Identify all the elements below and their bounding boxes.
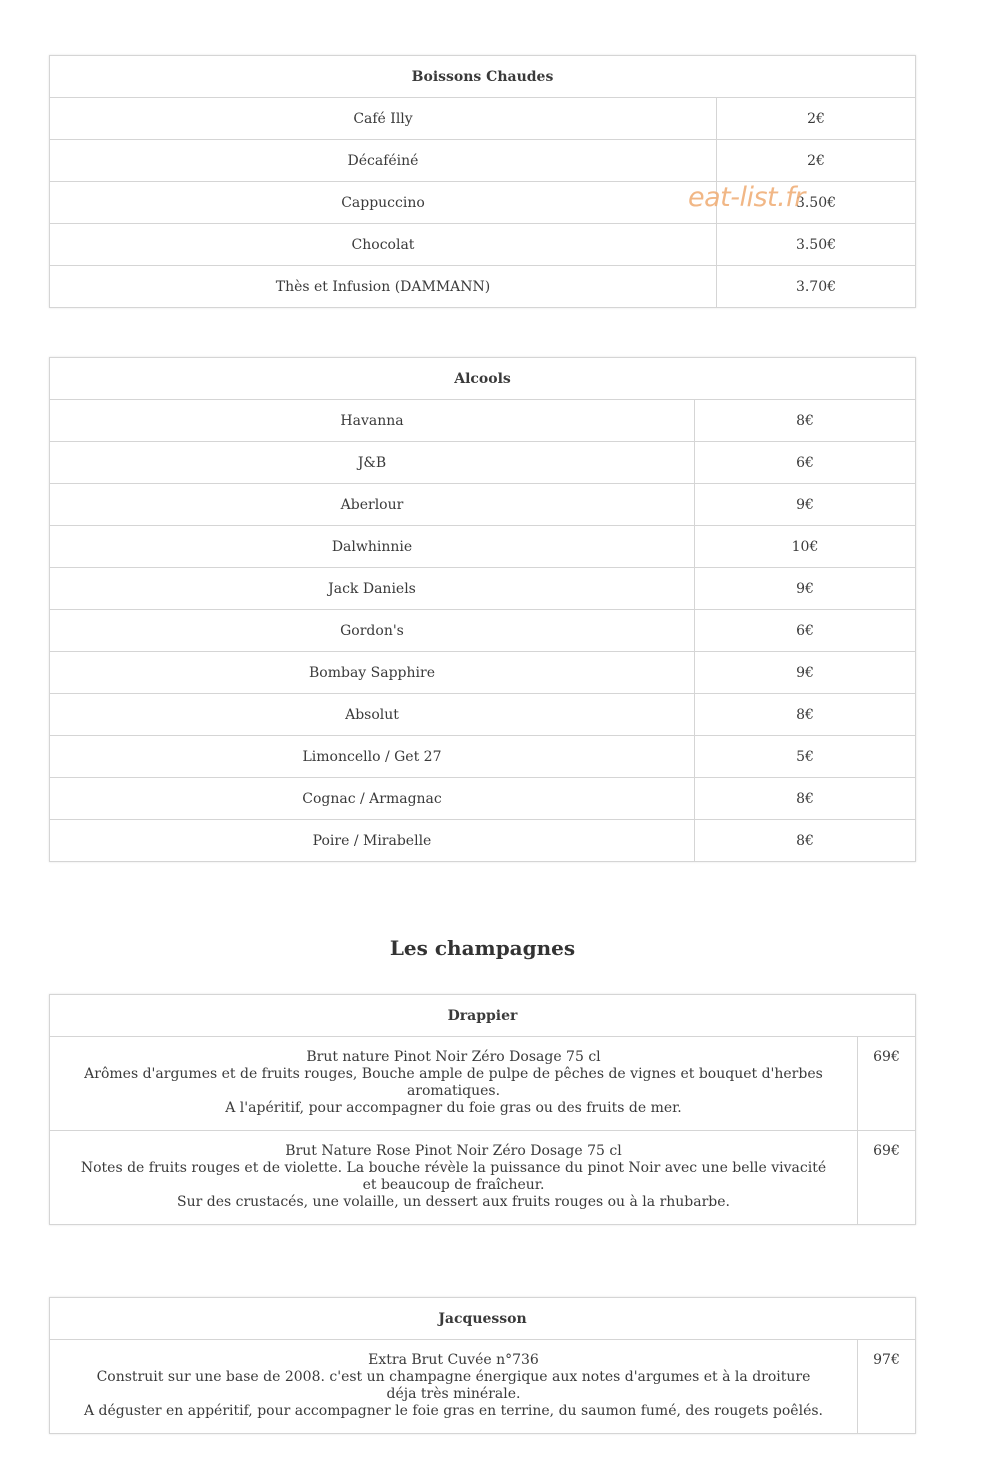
item-name: Extra Brut Cuvée n°736 [368,1352,539,1368]
table-row [50,652,916,694]
drappier-title: Drappier [50,995,916,1037]
item-price: 9€ [695,568,916,610]
item-name: Cognac / Armagnac [50,778,695,820]
item-name: Brut Nature Rose Pinot Noir Zéro Dosage 75 cl [285,1143,622,1159]
table-row [50,694,916,736]
item-notes: Construit sur une base de 2008. c'est un champagne énergique aux notes d'argumes et à la droiture déja très minérale. [96,1369,811,1402]
item-name: Dalwhinnie [50,526,695,568]
item-price: 3.50€ [717,182,916,224]
table-row [50,224,916,266]
item-price: 10€ [695,526,916,568]
table-row [50,736,916,778]
table-row [50,140,916,182]
watermark: eat-list.fr [688,182,805,213]
item-pairing: A déguster en appéritif, pour accompagner le foie gras en terrine, du saumon fumé, des rougets poêlés. [84,1403,823,1419]
item-price: 3.50€ [717,224,916,266]
item-price: 3.70€ [717,266,916,308]
boissons-chaudes-title: Boissons Chaudes [50,56,916,98]
item-price: 6€ [695,442,916,484]
item-price: 69€ [858,1131,916,1225]
item-price: 6€ [695,610,916,652]
item-name: Havanna [50,400,695,442]
item-name: Cappuccino [50,182,717,224]
table-row [50,1131,916,1225]
item-price: 8€ [695,820,916,862]
item-price: 8€ [695,400,916,442]
table-row [50,484,916,526]
item-price: 97€ [858,1340,916,1434]
table-row [50,442,916,484]
item-price: 2€ [717,98,916,140]
item-name: Absolut [50,694,695,736]
item-price: 8€ [695,778,916,820]
drappier-table [49,994,916,1225]
item-price: 8€ [695,694,916,736]
table-row [50,568,916,610]
item-description [50,1340,858,1434]
item-description [50,1131,858,1225]
item-name: Bombay Sapphire [50,652,695,694]
item-name: Poire / Mirabelle [50,820,695,862]
table-row [50,526,916,568]
item-price: 2€ [717,140,916,182]
table-row [50,98,916,140]
item-name: Brut nature Pinot Noir Zéro Dosage 75 cl [306,1049,601,1065]
jacquesson-title: Jacquesson [50,1298,916,1340]
table-row [50,1340,916,1434]
item-name: Thès et Infusion (DAMMANN) [50,266,717,308]
table-row [50,778,916,820]
item-name: Aberlour [50,484,695,526]
item-price: 5€ [695,736,916,778]
item-description [50,1037,858,1131]
item-name: Chocolat [50,224,717,266]
item-pairing: A l'apéritif, pour accompagner du foie gras ou des fruits de mer. [225,1100,682,1116]
table-row [50,610,916,652]
table-row [50,266,916,308]
item-name: Limoncello / Get 27 [50,736,695,778]
alcools-table [49,357,916,862]
item-notes: Arômes d'argumes et de fruits rouges, Bouche ample de pulpe de pêches de vignes et bouquet d'herbes aromatiques. [84,1066,823,1099]
item-name: J&B [50,442,695,484]
item-price: 9€ [695,652,916,694]
table-row [50,1037,916,1131]
item-price: 69€ [858,1037,916,1131]
table-row [50,820,916,862]
jacquesson-table [49,1297,916,1434]
item-name: Décaféiné [50,140,717,182]
item-price: 9€ [695,484,916,526]
item-pairing: Sur des crustacés, une volaille, un dessert aux fruits rouges ou à la rhubarbe. [177,1194,730,1210]
alcools-title: Alcools [50,358,916,400]
item-name: Café Illy [50,98,717,140]
item-name: Jack Daniels [50,568,695,610]
item-name: Gordon's [50,610,695,652]
champagnes-heading: Les champagnes [389,936,576,960]
item-notes: Notes de fruits rouges et de violette. La bouche révèle la puissance du pinot Noir avec une belle vivacité et beaucoup de fraîcheur. [80,1160,827,1193]
table-row [50,400,916,442]
